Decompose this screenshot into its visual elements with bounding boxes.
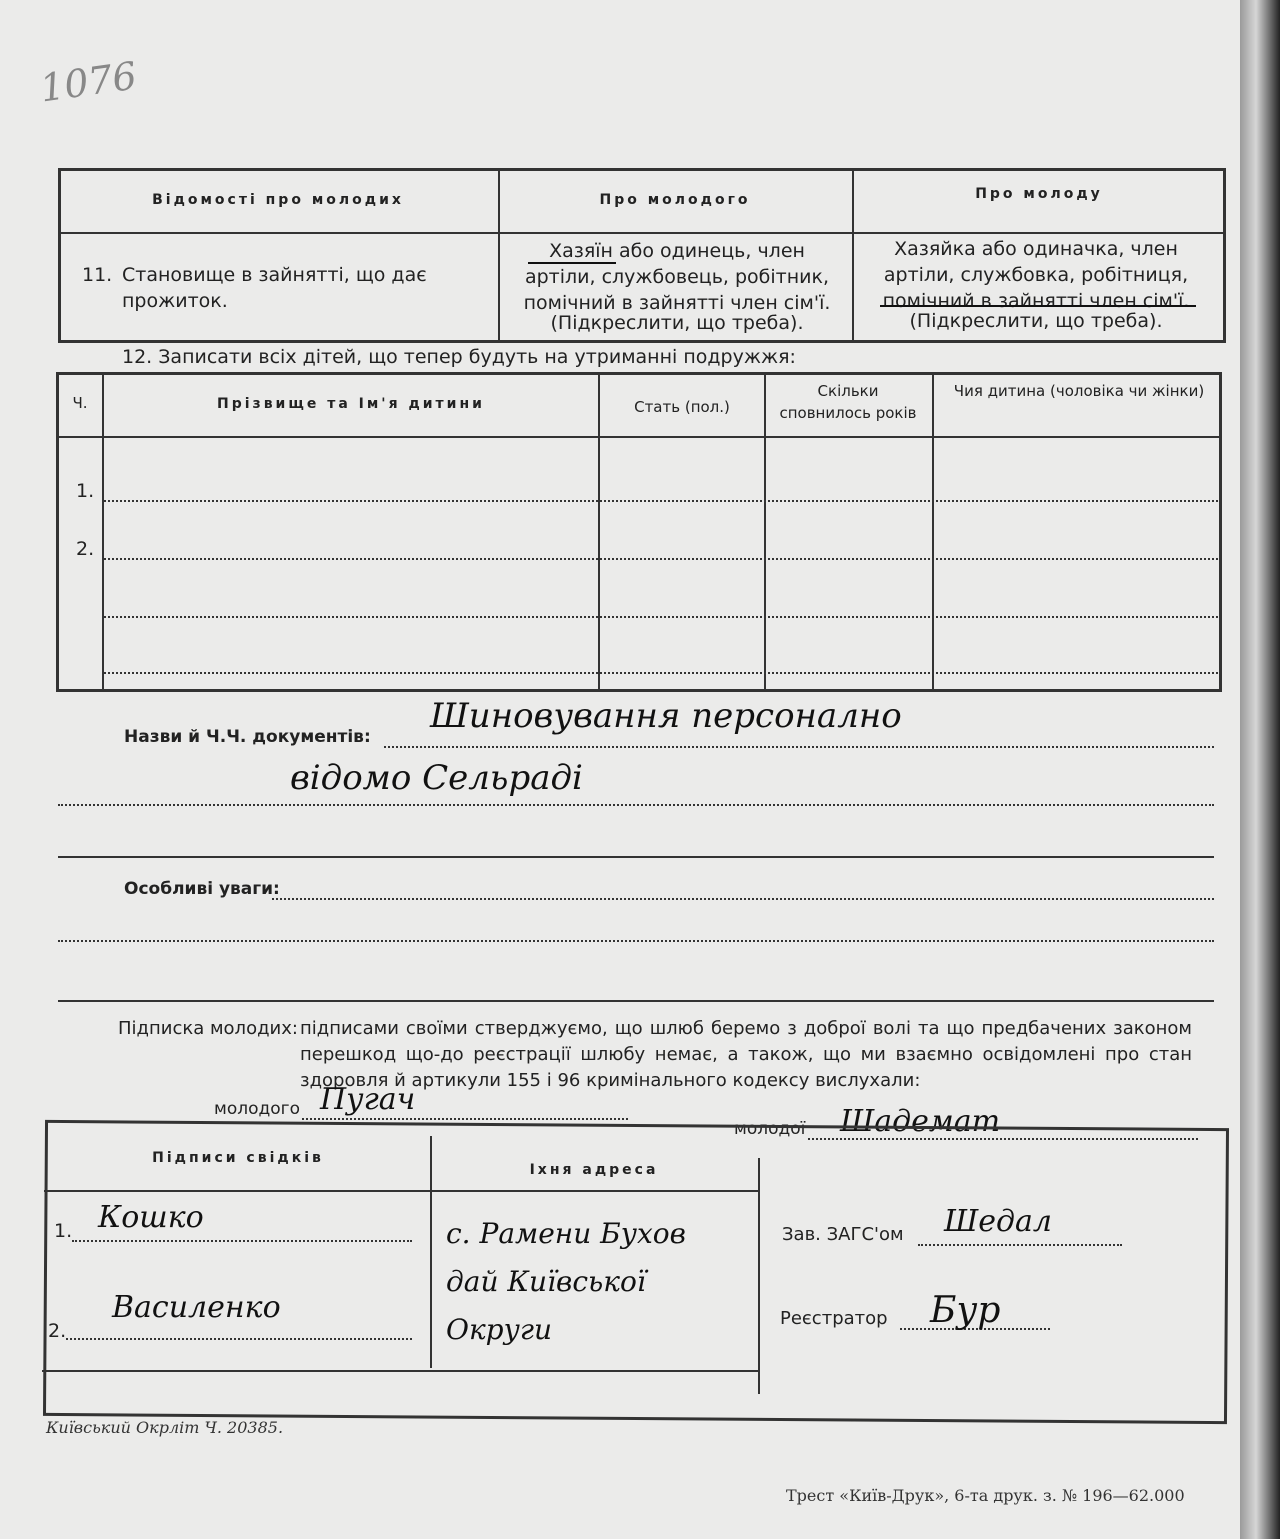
table-divider xyxy=(58,232,1226,234)
bride-underline xyxy=(880,305,1196,307)
pledge-label: Підписка молодих: xyxy=(118,1018,298,1039)
children-table xyxy=(56,372,1222,692)
groom-hint: (Підкреслити, що треба). xyxy=(550,312,804,334)
header-bride: Про молоду xyxy=(975,186,1103,202)
documents-line xyxy=(384,746,1214,748)
child-row-line xyxy=(104,558,1218,560)
witness-2-number: 2. xyxy=(48,1320,67,1342)
groom-sign-label: молодого xyxy=(214,1099,300,1119)
row11-label: Становище в зайнятті, що дає прожиток. xyxy=(122,264,427,312)
table-divider xyxy=(56,436,1222,438)
child-row-1-number: 1. xyxy=(76,480,95,502)
documents-handwritten-1: Шиновування персонално xyxy=(430,696,902,736)
bride-signature: Шадемат xyxy=(840,1104,1001,1139)
witness-line xyxy=(66,1338,412,1340)
documents-line xyxy=(58,856,1214,858)
table-divider xyxy=(598,374,600,690)
witness-1-number: 1. xyxy=(54,1220,73,1242)
registrar-signature: Бур xyxy=(930,1290,1001,1331)
pledge-text: підписами своїми стверджуємо, що шлюб беремо з доброї волі та що предбачених законом перешкод що-до реєстрації шлюбу немає, а також, що ми взаємно освідомлені про стан здоровля й артикули 155 і 96 кримінального кодексу вислухали: xyxy=(300,1018,1192,1091)
documents-line xyxy=(58,804,1214,806)
children-col-sex: Стать (пол.) xyxy=(634,398,730,416)
witnesses-col-address: Іхня адреса xyxy=(529,1162,659,1178)
witness-line xyxy=(72,1240,412,1242)
children-col-num: Ч. xyxy=(72,394,88,412)
notes-line xyxy=(58,1000,1214,1002)
table-divider xyxy=(42,1370,760,1372)
witnesses-address: с. Рамени Бухов дай Київської Округи xyxy=(446,1217,686,1346)
notes-line xyxy=(272,898,1214,900)
child-row-line xyxy=(104,500,1218,502)
witnesses-col-sign: Підписи свідків xyxy=(152,1150,324,1166)
children-col-name: Прізвище та Ім'я дитини xyxy=(217,396,485,412)
table-divider xyxy=(764,374,766,690)
bride-occupation: Хазяйка або одиначка, член артіли, службовка, робітниця, помічний в зайнятті член сім'ї. xyxy=(882,238,1190,312)
child-row-line xyxy=(104,616,1218,618)
witness-2-signature: Василенко xyxy=(112,1290,281,1325)
witness-1-signature: Кошко xyxy=(98,1200,204,1235)
table-divider xyxy=(758,1158,760,1394)
table-divider xyxy=(102,374,104,690)
notes-label: Особливі уваги: xyxy=(124,879,280,899)
table-divider xyxy=(44,1190,760,1192)
notes-line xyxy=(58,940,1214,942)
header-info: Відомості про молодих xyxy=(152,192,404,208)
footer-right: Трест «Київ-Друк», 6-та друк. з. № 196—62.000 xyxy=(786,1486,1185,1505)
children-intro: 12. Записати всіх дітей, що тепер будуть на утриманні подружжя: xyxy=(122,346,796,368)
zags-head-signature: Шедал xyxy=(944,1204,1052,1239)
child-row-line xyxy=(104,672,1218,674)
children-col-whose: Чия дитина (чоловіка чи жінки) xyxy=(953,382,1205,400)
documents-label: Назви й Ч.Ч. документів: xyxy=(124,727,371,747)
row11-number: 11. xyxy=(82,264,113,286)
child-row-2-number: 2. xyxy=(76,538,95,560)
bride-sign-label: молодої xyxy=(734,1119,806,1139)
registrar-label: Реєстратор xyxy=(780,1308,888,1329)
groom-underline xyxy=(528,262,616,264)
archive-number: 1076 xyxy=(37,53,140,111)
table-divider xyxy=(932,374,934,690)
header-groom: Про молодого xyxy=(599,192,751,208)
bride-hint: (Підкреслити, що треба). xyxy=(909,310,1163,332)
children-col-age: Скільки сповнилось років xyxy=(779,382,917,422)
groom-occupation: Хазяїн або одинець, член артіли, службовець, робітник, помічний в зайнятті член сім'ї. xyxy=(523,240,831,314)
zags-head-line xyxy=(918,1244,1122,1246)
zags-head-label: Зав. ЗАГС'ом xyxy=(782,1224,904,1245)
page-edge xyxy=(1240,0,1280,1539)
documents-handwritten-2: відомо Сельраді xyxy=(290,758,583,798)
groom-sign-line xyxy=(302,1118,628,1120)
groom-signature: Пугач xyxy=(320,1082,416,1117)
footer-left: Київський Окрліт Ч. 20385. xyxy=(46,1418,284,1437)
